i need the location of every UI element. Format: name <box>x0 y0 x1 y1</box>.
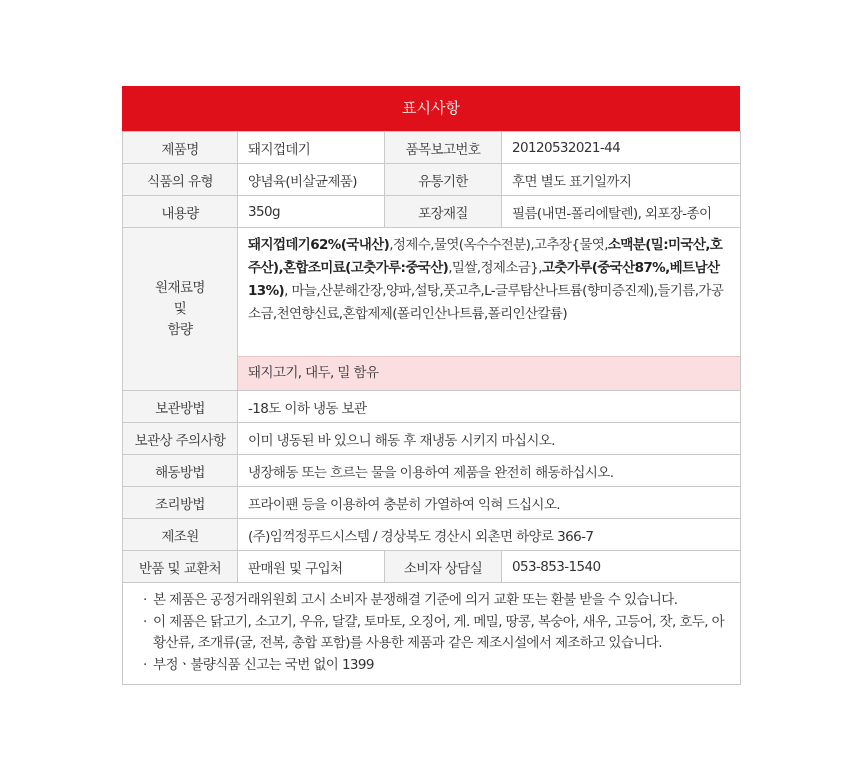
ingredient-segment: ,밀쌀,정제소금}, <box>448 260 542 276</box>
table-row <box>123 551 741 583</box>
note-item: · 본 제품은 공정거래위원회 고시 소비자 분쟁해결 기준에 의거 교환 또는 환불 받을 수 있습니다. <box>133 590 730 612</box>
expiry-label: 유통기한 <box>385 164 502 196</box>
table-row <box>123 583 741 685</box>
storage-value: -18도 이하 냉동 보관 <box>238 391 741 423</box>
product-label-panel <box>122 86 740 685</box>
ingredient-segment: 고춧가루(중국산87%,베트남산13%) <box>248 260 720 299</box>
product-name-value: 돼지껍데기 <box>238 132 385 164</box>
table-row <box>123 487 741 519</box>
volume-value: 350g <box>238 196 385 228</box>
ingredients-label-line2: 및 <box>173 300 187 317</box>
storage-caution-value: 이미 냉동된 바 있으니 해동 후 재냉동 시키지 마십시오. <box>238 423 741 455</box>
consumer-value: 053-853-1540 <box>502 551 741 583</box>
ingredients-label-line3: 함량 <box>167 321 193 338</box>
cooking-value: 프라이팬 등을 이용하여 충분히 가열하여 익혀 드십시오. <box>238 487 741 519</box>
volume-label: 내용량 <box>123 196 238 228</box>
packaging-value: 필름(내면-폴리에탈렌), 외포장-종이 <box>502 196 741 228</box>
expiry-value: 후면 별도 표기일까지 <box>502 164 741 196</box>
ingredient-segment: ,정제수,물엿(옥수수전분),고추장{물엿, <box>389 237 608 253</box>
packaging-label: 포장재질 <box>385 196 502 228</box>
thaw-label: 해동방법 <box>123 455 238 487</box>
info-table <box>122 131 741 685</box>
notes-cell <box>123 583 741 685</box>
allergen-notice: 돼지고기, 대두, 밀 함유 <box>238 356 740 390</box>
note-item: · 부정ㆍ불량식품 신고는 국번 없이 1399 <box>133 655 730 677</box>
manufacturer-label: 제조원 <box>123 519 238 551</box>
table-row <box>123 228 741 391</box>
table-row <box>123 455 741 487</box>
note-item: · 이 제품은 닭고기, 소고기, 우유, 달걀, 토마토, 오징어, 게. 메밀, 땅콩, 복숭아, 새우, 고등어, 잣, 호두, 아황산류, 조개류(굴, 전복, 총합 포함)를 사용한 제품과 같은 제조시설에서 제조하고 있습니다. <box>133 612 730 655</box>
report-no-label: 품목보고번호 <box>385 132 502 164</box>
ingredient-segment: 돼지껍데기62%(국내산) <box>248 237 390 253</box>
product-name-label: 제품명 <box>123 132 238 164</box>
storage-label: 보관방법 <box>123 391 238 423</box>
cooking-label: 조리방법 <box>123 487 238 519</box>
ingredient-segment: 소맥분(밀:미국산,호주산),혼합조미료(고춧가루:중국산) <box>248 237 723 276</box>
table-row <box>123 391 741 423</box>
report-no-value: 20120532021-44 <box>502 132 741 164</box>
storage-caution-label: 보관상 주의사항 <box>123 423 238 455</box>
ingredients-label-line1: 원재료명 <box>155 279 205 296</box>
ingredients-label <box>123 228 238 391</box>
ingredients-cell <box>238 228 741 391</box>
table-row <box>123 164 741 196</box>
manufacturer-value: (주)임꺽정푸드시스템 / 경상북도 경산시 외촌면 하양로 366-7 <box>238 519 741 551</box>
table-row <box>123 423 741 455</box>
thaw-value: 냉장해동 또는 흐르는 물을 이용하여 제품을 완전히 해동하십시오. <box>238 455 741 487</box>
food-type-label: 식품의 유형 <box>123 164 238 196</box>
table-row <box>123 132 741 164</box>
table-row <box>123 519 741 551</box>
panel-title: 표시사항 <box>122 86 740 131</box>
food-type-value: 양념육(비살균제품) <box>238 164 385 196</box>
ingredient-segment: , 마늘,산분해간장,양파,설탕,풋고추,L-글루탐산나트륨(향미증진제),들기름,가공소금,천연향신료,혼합제제(폴리인산나트륨,폴리인산칼륨) <box>248 283 724 322</box>
consumer-label: 소비자 상담실 <box>385 551 502 583</box>
returns-value: 판매원 및 구입처 <box>238 551 385 583</box>
returns-label: 반품 및 교환처 <box>123 551 238 583</box>
table-row <box>123 196 741 228</box>
ingredients-text <box>238 228 740 356</box>
